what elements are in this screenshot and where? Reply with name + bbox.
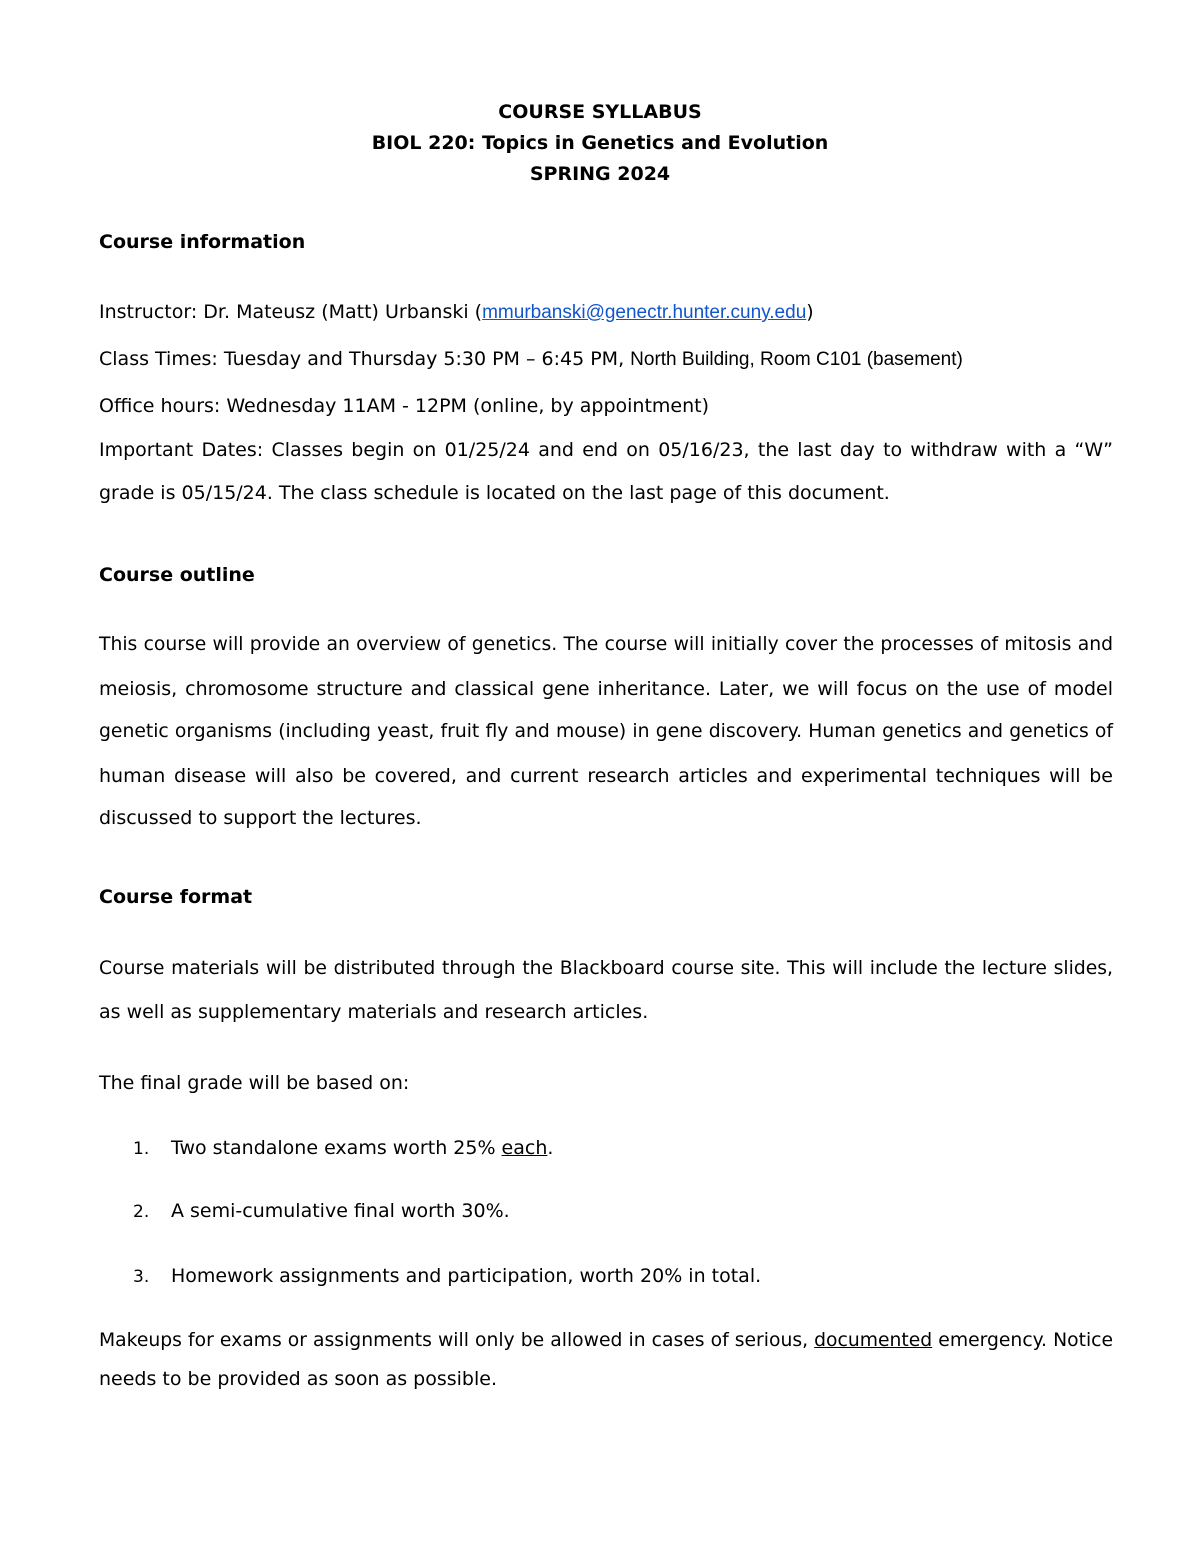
list-item-text: Two standalone exams worth 25% (171, 1137, 502, 1159)
makeups-line-2: needs to be provided as soon as possible. (99, 1368, 497, 1390)
instructor-line (99, 300, 1113, 325)
list-item-number: 2. (133, 1202, 150, 1222)
outline-line: This course will provide an overview of genetics. The course will initially cover the processes of mitosis and (99, 634, 1113, 655)
outline-line: meiosis, chromosome structure and classical gene inheritance. Later, we will focus on the use of model (99, 678, 1113, 700)
class-times: Class Times: Tuesday and Thursday 5:30 PM – 6:45 PM, (99, 348, 631, 370)
term: SPRING 2024 (529, 163, 671, 185)
office-hours-line: Office hours: Wednesday 11AM - 12PM (online, by appointment) (99, 395, 710, 417)
important-dates-line-2: grade is 05/15/24. The class schedule is located on the last page of this document. (99, 482, 890, 504)
instructor-email-link[interactable]: mmurbanski@genectr.hunter.cuny.edu (482, 302, 807, 323)
list-item-number: 3. (133, 1267, 150, 1287)
list-item-emphasis: each (501, 1137, 548, 1159)
course-information-heading: Course information (99, 231, 306, 253)
course-outline-heading: Course outline (99, 564, 255, 586)
instructor-prefix: Instructor: Dr. Mateusz (Matt) Urbanski ( (99, 301, 483, 323)
outline-line: genetic organisms (including yeast, fruit fly and mouse) in gene discovery. Human genetics and genetics of (99, 721, 1113, 742)
class-times-line (99, 347, 1113, 372)
list-item-number: 1. (133, 1139, 150, 1159)
makeups-line-1 (99, 1329, 1113, 1353)
grade-intro: The final grade will be based on: (99, 1072, 410, 1094)
outline-line: human disease will also be covered, and current research articles and experimental techniques will be (99, 765, 1113, 787)
course-format-heading: Course format (99, 886, 253, 908)
makeups-text: Makeups for exams or assignments will only be allowed in cases of serious, (99, 1330, 815, 1351)
materials-line-1: Course materials will be distributed through the Blackboard course site. This will include the lecture slides, (99, 958, 1113, 979)
list-item-text-after: . (547, 1137, 554, 1159)
important-dates-line-1: Important Dates: Classes begin on 01/25/24 and end on 05/16/23, the last day to withdraw with a “W” (99, 439, 1113, 461)
course-title: BIOL 220: Topics in Genetics and Evolution (371, 132, 829, 154)
list-item (171, 1136, 553, 1160)
makeups-text-after: emergency. Notice (932, 1330, 1113, 1351)
materials-line-2: as well as supplementary materials and research articles. (99, 1001, 649, 1023)
class-location: North Building, Room C101 (basement) (630, 349, 963, 370)
document-title: COURSE SYLLABUS (498, 101, 702, 123)
instructor-suffix: ) (806, 301, 814, 323)
makeups-emphasis: documented (814, 1330, 933, 1351)
list-item: Homework assignments and participation, worth 20% in total. (171, 1265, 762, 1287)
outline-line: discussed to support the lectures. (99, 807, 422, 829)
list-item: A semi-cumulative final worth 30%. (171, 1200, 510, 1222)
